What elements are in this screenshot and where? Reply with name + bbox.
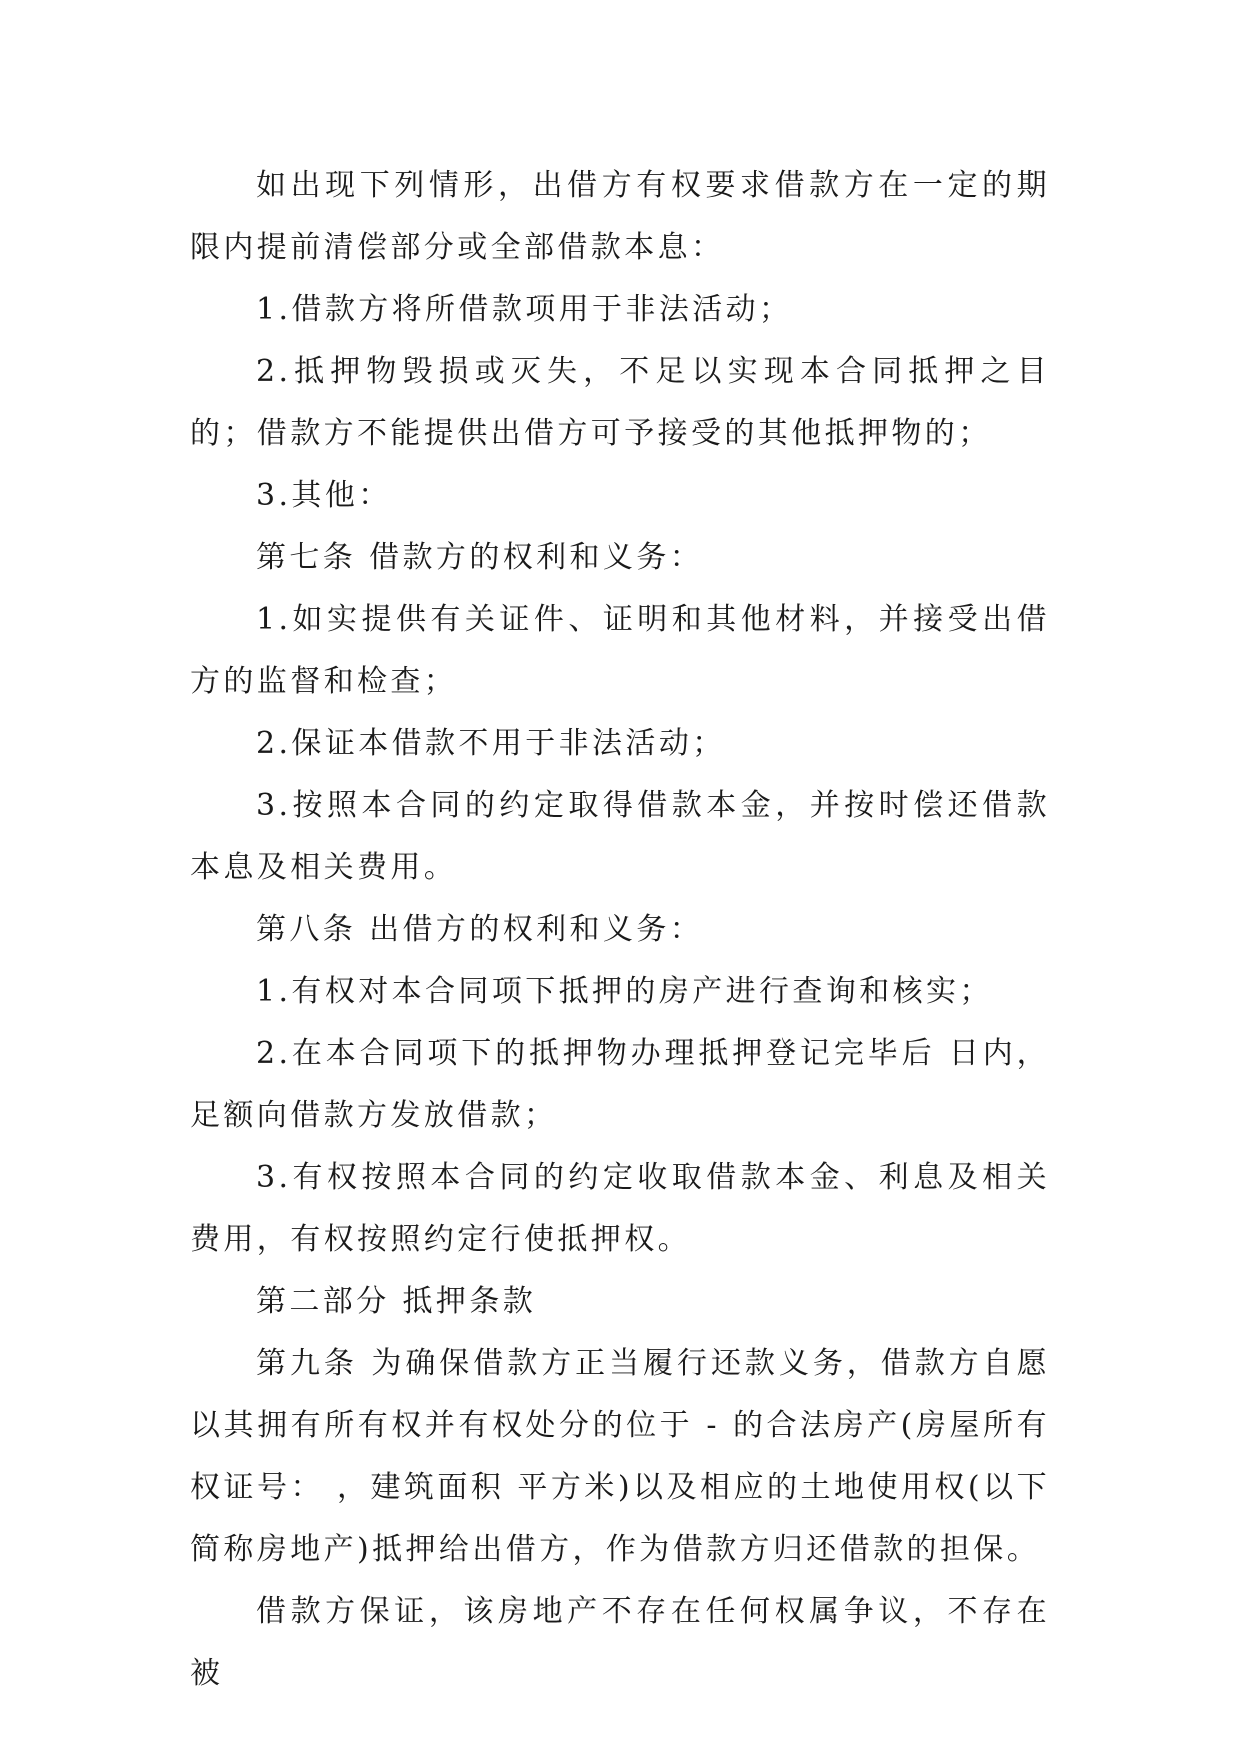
paragraph-article-9: 第九条 为确保借款方正当履行还款义务，借款方自愿以其拥有所有权并有权处分的位于 - 的合法房产(房屋所有权证号： ，建筑面积 平方米)以及相应的土地使用权(以下简称房地产)抵押给出借方，作为借款方归还借款的担保。	[190, 1346, 1050, 1567]
paragraph-item-3-other: 3.其他：	[256, 478, 392, 513]
article-8-heading: 第八条 出借方的权利和义务：	[256, 912, 704, 947]
paragraph-article-7-item-2: 2.保证本借款不用于非法活动；	[256, 726, 726, 761]
paragraph-article-7-item-1: 1.如实提供有关证件、证明和其他材料，并接受出借方的监督和检查；	[190, 602, 1050, 699]
document-body	[190, 155, 1050, 1705]
paragraph-early-repayment-intro: 如出现下列情形，出借方有权要求借款方在一定的期限内提前清偿部分或全部借款本息：	[190, 168, 1050, 265]
paragraph-article-8-item-3: 3.有权按照本合同的约定收取借款本金、利息及相关费用，有权按照约定行使抵押权。	[190, 1160, 1050, 1257]
part-2-heading: 第二部分 抵押条款	[256, 1284, 537, 1319]
paragraph-item-1-illegal-use: 1.借款方将所借款项用于非法活动；	[256, 292, 793, 327]
article-7-heading: 第七条 借款方的权利和义务：	[256, 540, 704, 575]
paragraph-borrower-guarantee: 借款方保证，该房地产不存在任何权属争议，不存在被	[190, 1594, 1050, 1691]
paragraph-article-7-item-3: 3.按照本合同的约定取得借款本金，并按时偿还借款本息及相关费用。	[190, 788, 1050, 885]
paragraph-article-8-item-2: 2.在本合同项下的抵押物办理抵押登记完毕后 日内，足额向借款方发放借款；	[190, 1036, 1050, 1133]
paragraph-article-8-item-1: 1.有权对本合同项下抵押的房产进行查询和核实；	[256, 974, 993, 1009]
paragraph-item-2-collateral-loss: 2.抵押物毁损或灭失，不足以实现本合同抵押之目的；借款方不能提供出借方可予接受的其他抵押物的；	[190, 354, 1050, 451]
